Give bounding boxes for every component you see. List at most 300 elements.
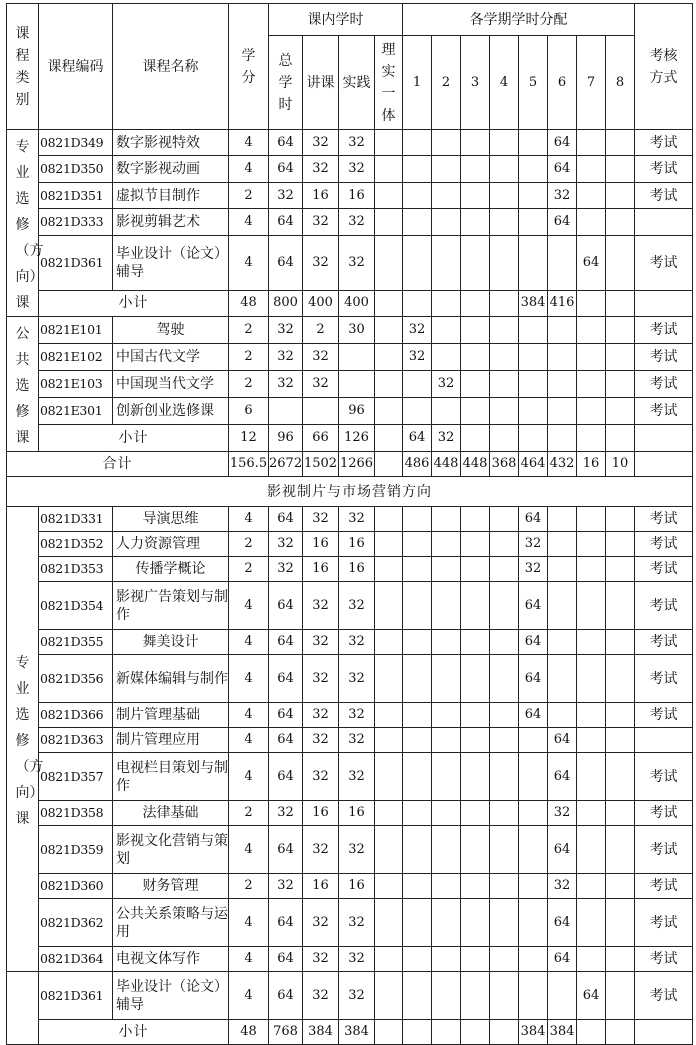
semester-5-hours xyxy=(519,826,548,874)
semester-8-hours xyxy=(606,899,635,947)
semester-4-hours xyxy=(490,507,519,532)
course-name: 制片管理基础 xyxy=(113,703,229,728)
table-row xyxy=(7,655,693,703)
semester-6-hours: 64 xyxy=(548,899,577,947)
semester-2-hours xyxy=(432,507,461,532)
course-exam-type xyxy=(635,728,693,753)
semester-1-hours xyxy=(403,398,432,425)
course-credit: 4 xyxy=(229,156,269,182)
semester-7-hours xyxy=(577,398,606,425)
table-row xyxy=(7,344,693,371)
course-integrated-hours xyxy=(375,507,403,532)
semester-2-hours xyxy=(432,182,461,208)
course-exam-type: 考试 xyxy=(635,826,693,874)
semester-6-hours: 64 xyxy=(548,753,577,801)
course-name: 驾驶 xyxy=(113,317,229,344)
course-code: 0821D362 xyxy=(39,899,113,947)
course-code: 0821D349 xyxy=(39,130,113,156)
course-name: 人力资源管理 xyxy=(113,532,229,557)
semester-6-hours: 32 xyxy=(548,874,577,899)
semester-4-hours xyxy=(490,801,519,826)
semester-2-hours xyxy=(432,344,461,371)
semester-1-hours xyxy=(403,532,432,557)
course-name: 法律基础 xyxy=(113,801,229,826)
subtotal-a-integrated-hours xyxy=(375,290,403,316)
course-exam-type: 考试 xyxy=(635,317,693,344)
course-code: 0821D351 xyxy=(39,182,113,208)
course-exam-type: 考试 xyxy=(635,972,693,1020)
semester-4-hours xyxy=(490,753,519,801)
course-exam-type: 考试 xyxy=(635,630,693,655)
course-total-hours: 64 xyxy=(269,655,303,703)
course-name: 舞美设计 xyxy=(113,630,229,655)
course-code: 0821D361 xyxy=(39,235,113,290)
course-total-hours: 64 xyxy=(269,130,303,156)
course-lecture-hours: 32 xyxy=(303,826,339,874)
semester-4-hours xyxy=(490,874,519,899)
semester-4-hours xyxy=(490,130,519,156)
header-semesters: 各学期学时分配 xyxy=(403,4,635,36)
subtotal-b-exam xyxy=(635,1020,693,1045)
semester-6-hours xyxy=(548,532,577,557)
course-total-hours: 32 xyxy=(269,801,303,826)
semester-5-hours: 64 xyxy=(519,582,548,630)
subtotal-a-lecture-hours: 400 xyxy=(303,290,339,316)
course-name: 影视剪辑艺术 xyxy=(113,209,229,235)
semester-3-hours xyxy=(461,655,490,703)
course-exam-type: 考试 xyxy=(635,398,693,425)
course-integrated-hours xyxy=(375,235,403,290)
course-exam-type: 考试 xyxy=(635,532,693,557)
semester-2-hours xyxy=(432,753,461,801)
semester-6-hours xyxy=(548,630,577,655)
course-name: 导演思维 xyxy=(113,507,229,532)
course-lecture-hours: 16 xyxy=(303,557,339,582)
course-total-hours: 32 xyxy=(269,344,303,371)
semester-4-hours xyxy=(490,972,519,1020)
course-practice-hours: 32 xyxy=(339,899,375,947)
course-code: 0821D352 xyxy=(39,532,113,557)
course-practice-hours: 32 xyxy=(339,728,375,753)
subtotal-b-semester-5: 384 xyxy=(519,1020,548,1045)
grand-total-label: 合计 xyxy=(7,452,229,477)
course-name: 制片管理应用 xyxy=(113,728,229,753)
semester-1-hours xyxy=(403,972,432,1020)
course-credit: 4 xyxy=(229,972,269,1020)
semester-2-hours xyxy=(432,235,461,290)
semester-7-hours xyxy=(577,156,606,182)
semester-3-hours xyxy=(461,182,490,208)
header-semester-3: 3 xyxy=(461,36,490,130)
semester-2-hours xyxy=(432,728,461,753)
semester-2-hours xyxy=(432,317,461,344)
course-lecture-hours: 32 xyxy=(303,582,339,630)
course-exam-type: 考试 xyxy=(635,899,693,947)
course-practice-hours: 32 xyxy=(339,630,375,655)
semester-7-hours xyxy=(577,209,606,235)
semester-2-hours xyxy=(432,947,461,972)
course-integrated-hours xyxy=(375,703,403,728)
course-name: 数字影视特效 xyxy=(113,130,229,156)
semester-1-hours xyxy=(403,371,432,398)
semester-5-hours xyxy=(519,899,548,947)
course-code: 0821E103 xyxy=(39,371,113,398)
semester-3-hours xyxy=(461,507,490,532)
course-code: 0821D359 xyxy=(39,826,113,874)
semester-4-hours xyxy=(490,371,519,398)
semester-1-hours xyxy=(403,899,432,947)
table-row xyxy=(7,753,693,801)
semester-5-hours xyxy=(519,235,548,290)
subtotal-public-credit: 12 xyxy=(229,425,269,452)
semester-8-hours xyxy=(606,947,635,972)
semester-5-hours xyxy=(519,801,548,826)
course-practice-hours: 32 xyxy=(339,235,375,290)
table-row xyxy=(7,507,693,532)
direction-title-row xyxy=(7,477,693,507)
course-credit: 4 xyxy=(229,130,269,156)
course-total-hours: 32 xyxy=(269,182,303,208)
semester-2-hours xyxy=(432,655,461,703)
semester-5-hours xyxy=(519,972,548,1020)
semester-8-hours xyxy=(606,582,635,630)
grand-total-semester-2: 448 xyxy=(432,452,461,477)
semester-3-hours xyxy=(461,398,490,425)
course-integrated-hours xyxy=(375,826,403,874)
grand-total-semester-1: 486 xyxy=(403,452,432,477)
course-exam-type: 考试 xyxy=(635,753,693,801)
course-lecture-hours: 32 xyxy=(303,344,339,371)
course-code: 0821D356 xyxy=(39,655,113,703)
table-row xyxy=(7,947,693,972)
semester-6-hours xyxy=(548,703,577,728)
semester-7-hours xyxy=(577,899,606,947)
table-row xyxy=(7,874,693,899)
course-exam-type: 考试 xyxy=(635,235,693,290)
semester-6-hours xyxy=(548,557,577,582)
course-total-hours: 32 xyxy=(269,557,303,582)
semester-4-hours xyxy=(490,826,519,874)
header-total: 总学时 xyxy=(269,36,303,130)
subtotal-b xyxy=(7,1020,693,1045)
category-elective-a: 专业选修（方向）课 xyxy=(7,130,39,317)
semester-4-hours xyxy=(490,947,519,972)
grand-total-total-hours: 2672 xyxy=(269,452,303,477)
table-row xyxy=(7,130,693,156)
semester-8-hours xyxy=(606,130,635,156)
course-credit: 2 xyxy=(229,557,269,582)
course-lecture-hours: 16 xyxy=(303,801,339,826)
header-practice: 实践 xyxy=(339,36,375,130)
course-code: 0821D353 xyxy=(39,557,113,582)
table-row xyxy=(7,182,693,208)
course-total-hours: 32 xyxy=(269,532,303,557)
semester-5-hours xyxy=(519,371,548,398)
course-name: 毕业设计（论文）辅导 xyxy=(113,235,229,290)
subtotal-b-semester-7 xyxy=(577,1020,606,1045)
table-row xyxy=(7,371,693,398)
semester-8-hours xyxy=(606,972,635,1020)
course-integrated-hours xyxy=(375,972,403,1020)
semester-5-hours: 64 xyxy=(519,507,548,532)
semester-4-hours xyxy=(490,344,519,371)
grand-total xyxy=(7,452,693,477)
semester-7-hours xyxy=(577,532,606,557)
semester-4-hours xyxy=(490,317,519,344)
course-code: 0821D333 xyxy=(39,209,113,235)
course-total-hours: 64 xyxy=(269,703,303,728)
semester-4-hours xyxy=(490,630,519,655)
semester-8-hours xyxy=(606,371,635,398)
semester-4-hours xyxy=(490,532,519,557)
semester-2-hours xyxy=(432,582,461,630)
semester-8-hours xyxy=(606,156,635,182)
course-credit: 6 xyxy=(229,398,269,425)
subtotal-b-integrated-hours xyxy=(375,1020,403,1045)
course-integrated-hours xyxy=(375,532,403,557)
semester-7-hours: 64 xyxy=(577,235,606,290)
grand-total-semester-4: 368 xyxy=(490,452,519,477)
course-lecture-hours xyxy=(303,398,339,425)
semester-7-hours xyxy=(577,344,606,371)
subtotal-a-semester-8 xyxy=(606,290,635,316)
header-name: 课程名称 xyxy=(113,4,229,130)
semester-1-hours xyxy=(403,728,432,753)
semester-5-hours xyxy=(519,874,548,899)
semester-3-hours xyxy=(461,630,490,655)
course-practice-hours: 16 xyxy=(339,182,375,208)
semester-2-hours xyxy=(432,899,461,947)
course-lecture-hours: 32 xyxy=(303,972,339,1020)
semester-7-hours xyxy=(577,371,606,398)
course-name: 电视栏目策划与制作 xyxy=(113,753,229,801)
subtotal-a-practice-hours: 400 xyxy=(339,290,375,316)
semester-3-hours xyxy=(461,947,490,972)
semester-3-hours xyxy=(461,874,490,899)
semester-2-hours xyxy=(432,703,461,728)
course-name: 中国古代文学 xyxy=(113,344,229,371)
course-name: 虚拟节目制作 xyxy=(113,182,229,208)
grand-total-exam xyxy=(635,452,693,477)
table-row xyxy=(7,317,693,344)
course-practice-hours: 32 xyxy=(339,947,375,972)
semester-7-hours xyxy=(577,317,606,344)
course-credit: 4 xyxy=(229,728,269,753)
course-exam-type: 考试 xyxy=(635,371,693,398)
course-code: 0821D364 xyxy=(39,947,113,972)
semester-3-hours xyxy=(461,899,490,947)
semester-1-hours xyxy=(403,630,432,655)
subtotal-public xyxy=(7,425,693,452)
course-lecture-hours: 32 xyxy=(303,130,339,156)
semester-1-hours xyxy=(403,753,432,801)
subtotal-b-practice-hours: 384 xyxy=(339,1020,375,1045)
subtotal-public-semester-4 xyxy=(490,425,519,452)
course-total-hours: 32 xyxy=(269,874,303,899)
course-code: 0821D357 xyxy=(39,753,113,801)
grand-total-semester-6: 432 xyxy=(548,452,577,477)
semester-5-hours xyxy=(519,182,548,208)
course-integrated-hours xyxy=(375,156,403,182)
subtotal-public-semester-2: 32 xyxy=(432,425,461,452)
course-credit: 2 xyxy=(229,344,269,371)
course-practice-hours: 16 xyxy=(339,557,375,582)
subtotal-b-semester-3 xyxy=(461,1020,490,1045)
semester-8-hours xyxy=(606,209,635,235)
semester-5-hours xyxy=(519,130,548,156)
course-integrated-hours xyxy=(375,182,403,208)
semester-3-hours xyxy=(461,130,490,156)
subtotal-a-semester-7 xyxy=(577,290,606,316)
course-lecture-hours: 32 xyxy=(303,655,339,703)
course-lecture-hours: 32 xyxy=(303,947,339,972)
semester-1-hours xyxy=(403,235,432,290)
course-credit: 2 xyxy=(229,801,269,826)
semester-6-hours xyxy=(548,235,577,290)
course-credit: 4 xyxy=(229,826,269,874)
course-total-hours: 64 xyxy=(269,899,303,947)
course-credit: 4 xyxy=(229,209,269,235)
subtotal-public-semester-8 xyxy=(606,425,635,452)
semester-4-hours xyxy=(490,703,519,728)
course-code: 0821D358 xyxy=(39,801,113,826)
course-code: 0821D363 xyxy=(39,728,113,753)
semester-5-hours xyxy=(519,317,548,344)
course-integrated-hours xyxy=(375,344,403,371)
course-exam-type: 考试 xyxy=(635,182,693,208)
subtotal-a-exam xyxy=(635,290,693,316)
course-integrated-hours xyxy=(375,317,403,344)
semester-6-hours: 32 xyxy=(548,182,577,208)
subtotal-a xyxy=(7,290,693,316)
course-integrated-hours xyxy=(375,874,403,899)
subtotal-b-semester-4 xyxy=(490,1020,519,1045)
semester-8-hours xyxy=(606,398,635,425)
course-total-hours: 64 xyxy=(269,728,303,753)
semester-1-hours xyxy=(403,130,432,156)
semester-8-hours xyxy=(606,507,635,532)
course-credit: 2 xyxy=(229,182,269,208)
course-name: 新媒体编辑与制作 xyxy=(113,655,229,703)
category-blank xyxy=(7,972,39,1045)
semester-7-hours xyxy=(577,630,606,655)
semester-4-hours xyxy=(490,182,519,208)
semester-2-hours xyxy=(432,874,461,899)
semester-5-hours xyxy=(519,728,548,753)
course-total-hours: 64 xyxy=(269,630,303,655)
semester-7-hours xyxy=(577,947,606,972)
semester-1-hours: 32 xyxy=(403,317,432,344)
header-semester-8: 8 xyxy=(606,36,635,130)
course-integrated-hours xyxy=(375,582,403,630)
semester-5-hours: 32 xyxy=(519,557,548,582)
course-lecture-hours: 16 xyxy=(303,182,339,208)
subtotal-a-total-hours: 800 xyxy=(269,290,303,316)
semester-4-hours xyxy=(490,398,519,425)
grand-total-semester-3: 448 xyxy=(461,452,490,477)
course-code: 0821D354 xyxy=(39,582,113,630)
semester-7-hours xyxy=(577,130,606,156)
subtotal-public-label: 小计 xyxy=(39,425,229,452)
course-practice-hours: 96 xyxy=(339,398,375,425)
course-exam-type: 考试 xyxy=(635,582,693,630)
semester-5-hours: 64 xyxy=(519,630,548,655)
semester-1-hours xyxy=(403,156,432,182)
semester-6-hours: 64 xyxy=(548,156,577,182)
semester-1-hours xyxy=(403,209,432,235)
course-lecture-hours: 32 xyxy=(303,235,339,290)
header-credit: 学分 xyxy=(229,4,269,130)
semester-7-hours xyxy=(577,826,606,874)
course-credit: 4 xyxy=(229,507,269,532)
semester-3-hours xyxy=(461,344,490,371)
semester-1-hours xyxy=(403,874,432,899)
semester-6-hours xyxy=(548,507,577,532)
subtotal-public-semester-3 xyxy=(461,425,490,452)
curriculum-table xyxy=(6,3,693,1045)
course-credit: 2 xyxy=(229,371,269,398)
course-lecture-hours: 32 xyxy=(303,156,339,182)
course-credit: 4 xyxy=(229,899,269,947)
semester-1-hours xyxy=(403,507,432,532)
course-credit: 2 xyxy=(229,317,269,344)
course-practice-hours: 16 xyxy=(339,801,375,826)
course-total-hours: 64 xyxy=(269,826,303,874)
course-name: 传播学概论 xyxy=(113,557,229,582)
course-practice-hours: 16 xyxy=(339,874,375,899)
subtotal-b-semester-2 xyxy=(432,1020,461,1045)
course-name: 毕业设计（论文）辅导 xyxy=(113,972,229,1020)
course-exam-type xyxy=(635,209,693,235)
subtotal-a-semester-4 xyxy=(490,290,519,316)
course-practice-hours: 32 xyxy=(339,655,375,703)
subtotal-b-credit: 48 xyxy=(229,1020,269,1045)
course-name: 财务管理 xyxy=(113,874,229,899)
course-integrated-hours xyxy=(375,209,403,235)
course-code: 0821E301 xyxy=(39,398,113,425)
course-total-hours: 64 xyxy=(269,753,303,801)
course-code: 0821D350 xyxy=(39,156,113,182)
subtotal-public-semester-1: 64 xyxy=(403,425,432,452)
course-lecture-hours: 32 xyxy=(303,507,339,532)
semester-6-hours: 64 xyxy=(548,728,577,753)
course-total-hours: 64 xyxy=(269,209,303,235)
semester-4-hours xyxy=(490,156,519,182)
subtotal-b-label: 小计 xyxy=(39,1020,229,1045)
course-lecture-hours: 32 xyxy=(303,209,339,235)
semester-2-hours xyxy=(432,801,461,826)
course-name: 中国现当代文学 xyxy=(113,371,229,398)
course-practice-hours: 32 xyxy=(339,130,375,156)
semester-7-hours xyxy=(577,753,606,801)
course-exam-type: 考试 xyxy=(635,874,693,899)
semester-1-hours: 32 xyxy=(403,344,432,371)
course-lecture-hours: 16 xyxy=(303,874,339,899)
semester-7-hours xyxy=(577,182,606,208)
course-practice-hours: 32 xyxy=(339,156,375,182)
semester-7-hours: 64 xyxy=(577,972,606,1020)
semester-7-hours xyxy=(577,703,606,728)
subtotal-public-integrated-hours xyxy=(375,425,403,452)
semester-3-hours xyxy=(461,826,490,874)
header-inclass: 课内学时 xyxy=(269,4,403,36)
course-lecture-hours: 32 xyxy=(303,728,339,753)
course-practice-hours: 32 xyxy=(339,703,375,728)
semester-8-hours xyxy=(606,655,635,703)
course-practice-hours: 32 xyxy=(339,582,375,630)
subtotal-b-semester-1 xyxy=(403,1020,432,1045)
semester-8-hours xyxy=(606,801,635,826)
